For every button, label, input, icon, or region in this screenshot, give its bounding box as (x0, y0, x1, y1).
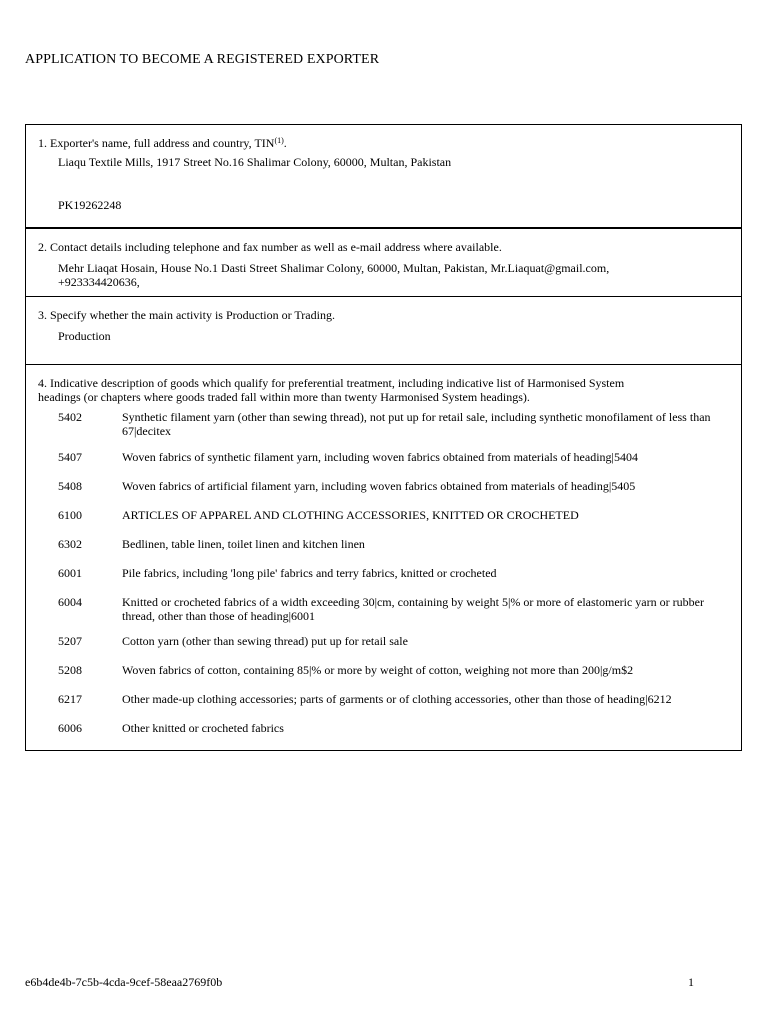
hs-code: 5207 (58, 634, 82, 648)
contact-line-1: Mehr Liaqat Hosain, House No.1 Dasti Street Shalimar Colony, 60000, Multan, Pakistan, Mr.Liaquat@gmail.com, (58, 261, 610, 275)
section-1-label-end: . (283, 136, 287, 150)
goods-description: Bedlinen, table linen, toilet linen and kitchen linen (122, 537, 365, 551)
hs-code: 5407 (58, 450, 82, 464)
goods-description: Woven fabrics of artificial filament yarn, including woven fabrics obtained from materials of heading|5405 (122, 479, 636, 493)
hs-code: 5402 (58, 410, 82, 424)
list-item (38, 450, 729, 479)
contact-details (38, 261, 729, 289)
document-id: e6b4de4b-7c5b-4cda-9cef-58eaa2769f0b (25, 975, 223, 989)
goods-description: Pile fabrics, including 'long pile' fabrics and terry fabrics, knitted or crocheted (122, 566, 497, 580)
section-1-label-text: 1. Exporter's name, full address and country, TIN (38, 136, 275, 150)
list-item (38, 508, 729, 537)
list-item (38, 663, 729, 692)
goods-description: Cotton yarn (other than sewing thread) put up for retail sale (122, 634, 408, 648)
goods-list (38, 410, 729, 741)
hs-code: 6004 (58, 595, 82, 609)
list-item (38, 410, 729, 450)
footnote-mark: (1) (274, 136, 284, 145)
hs-code: 6302 (58, 537, 82, 551)
goods-description: Other made-up clothing accessories; parts of garments or of clothing accessories, other than those of heading|6212 (122, 692, 672, 706)
section-3-label: 3. Specify whether the main activity is Production or Trading. (38, 308, 335, 322)
section-exporter (26, 125, 741, 229)
goods-description: ARTICLES OF APPAREL AND CLOTHING ACCESSORIES, KNITTED OR CROCHETED (122, 508, 579, 522)
hs-code: 5208 (58, 663, 82, 677)
goods-description: Woven fabrics of synthetic filament yarn, including woven fabrics obtained from materials of heading|5404 (122, 450, 638, 464)
page-number: 1 (688, 975, 694, 989)
page-title: APPLICATION TO BECOME A REGISTERED EXPORTER (25, 52, 380, 67)
list-item (38, 634, 729, 663)
list-item (38, 595, 729, 634)
goods-description: Woven fabrics of cotton, containing 85|% or more by weight of cotton, weighing not more than 200|g/m$2 (122, 663, 634, 677)
section-goods (26, 365, 741, 750)
hs-code: 5408 (58, 479, 82, 493)
main-activity: Production (58, 329, 111, 343)
list-item (38, 721, 729, 741)
page-footer (25, 975, 694, 990)
hs-code: 6006 (58, 721, 82, 735)
contact-line-2: +923334420636, (58, 275, 140, 289)
goods-description: Synthetic filament yarn (other than sewing thread), not put up for retail sale, including synthetic monofilament of less than 67|decitex (122, 410, 711, 438)
exporter-address: Liaqu Textile Mills, 1917 Street No.16 Shalimar Colony, 60000, Multan, Pakistan (58, 155, 452, 169)
section-4-label-line-2: headings (or chapters where goods traded fall within more than twenty Harmonised System headings). (38, 390, 530, 404)
list-item (38, 537, 729, 566)
hs-code: 6001 (58, 566, 82, 580)
section-activity (26, 297, 741, 365)
section-4-label (38, 365, 729, 404)
section-4-label-line-1: 4. Indicative description of goods which qualify for preferential treatment, including indicative list of Harmonised System (38, 376, 625, 390)
exporter-tin: PK19262248 (58, 198, 122, 212)
goods-description: Other knitted or crocheted fabrics (122, 721, 284, 735)
list-item (38, 479, 729, 508)
section-1-label (38, 125, 729, 150)
section-contact (26, 229, 741, 297)
hs-code: 6217 (58, 692, 82, 706)
goods-description: Knitted or crocheted fabrics of a width exceeding 30|cm, containing by weight 5|% or more of elastomeric yarn or rubber thread, other than those of heading|6001 (122, 595, 704, 623)
application-form (25, 124, 742, 751)
section-2-label: 2. Contact details including telephone and fax number as well as e-mail address where available. (38, 240, 502, 254)
list-item (38, 692, 729, 721)
list-item (38, 566, 729, 595)
hs-code: 6100 (58, 508, 82, 522)
